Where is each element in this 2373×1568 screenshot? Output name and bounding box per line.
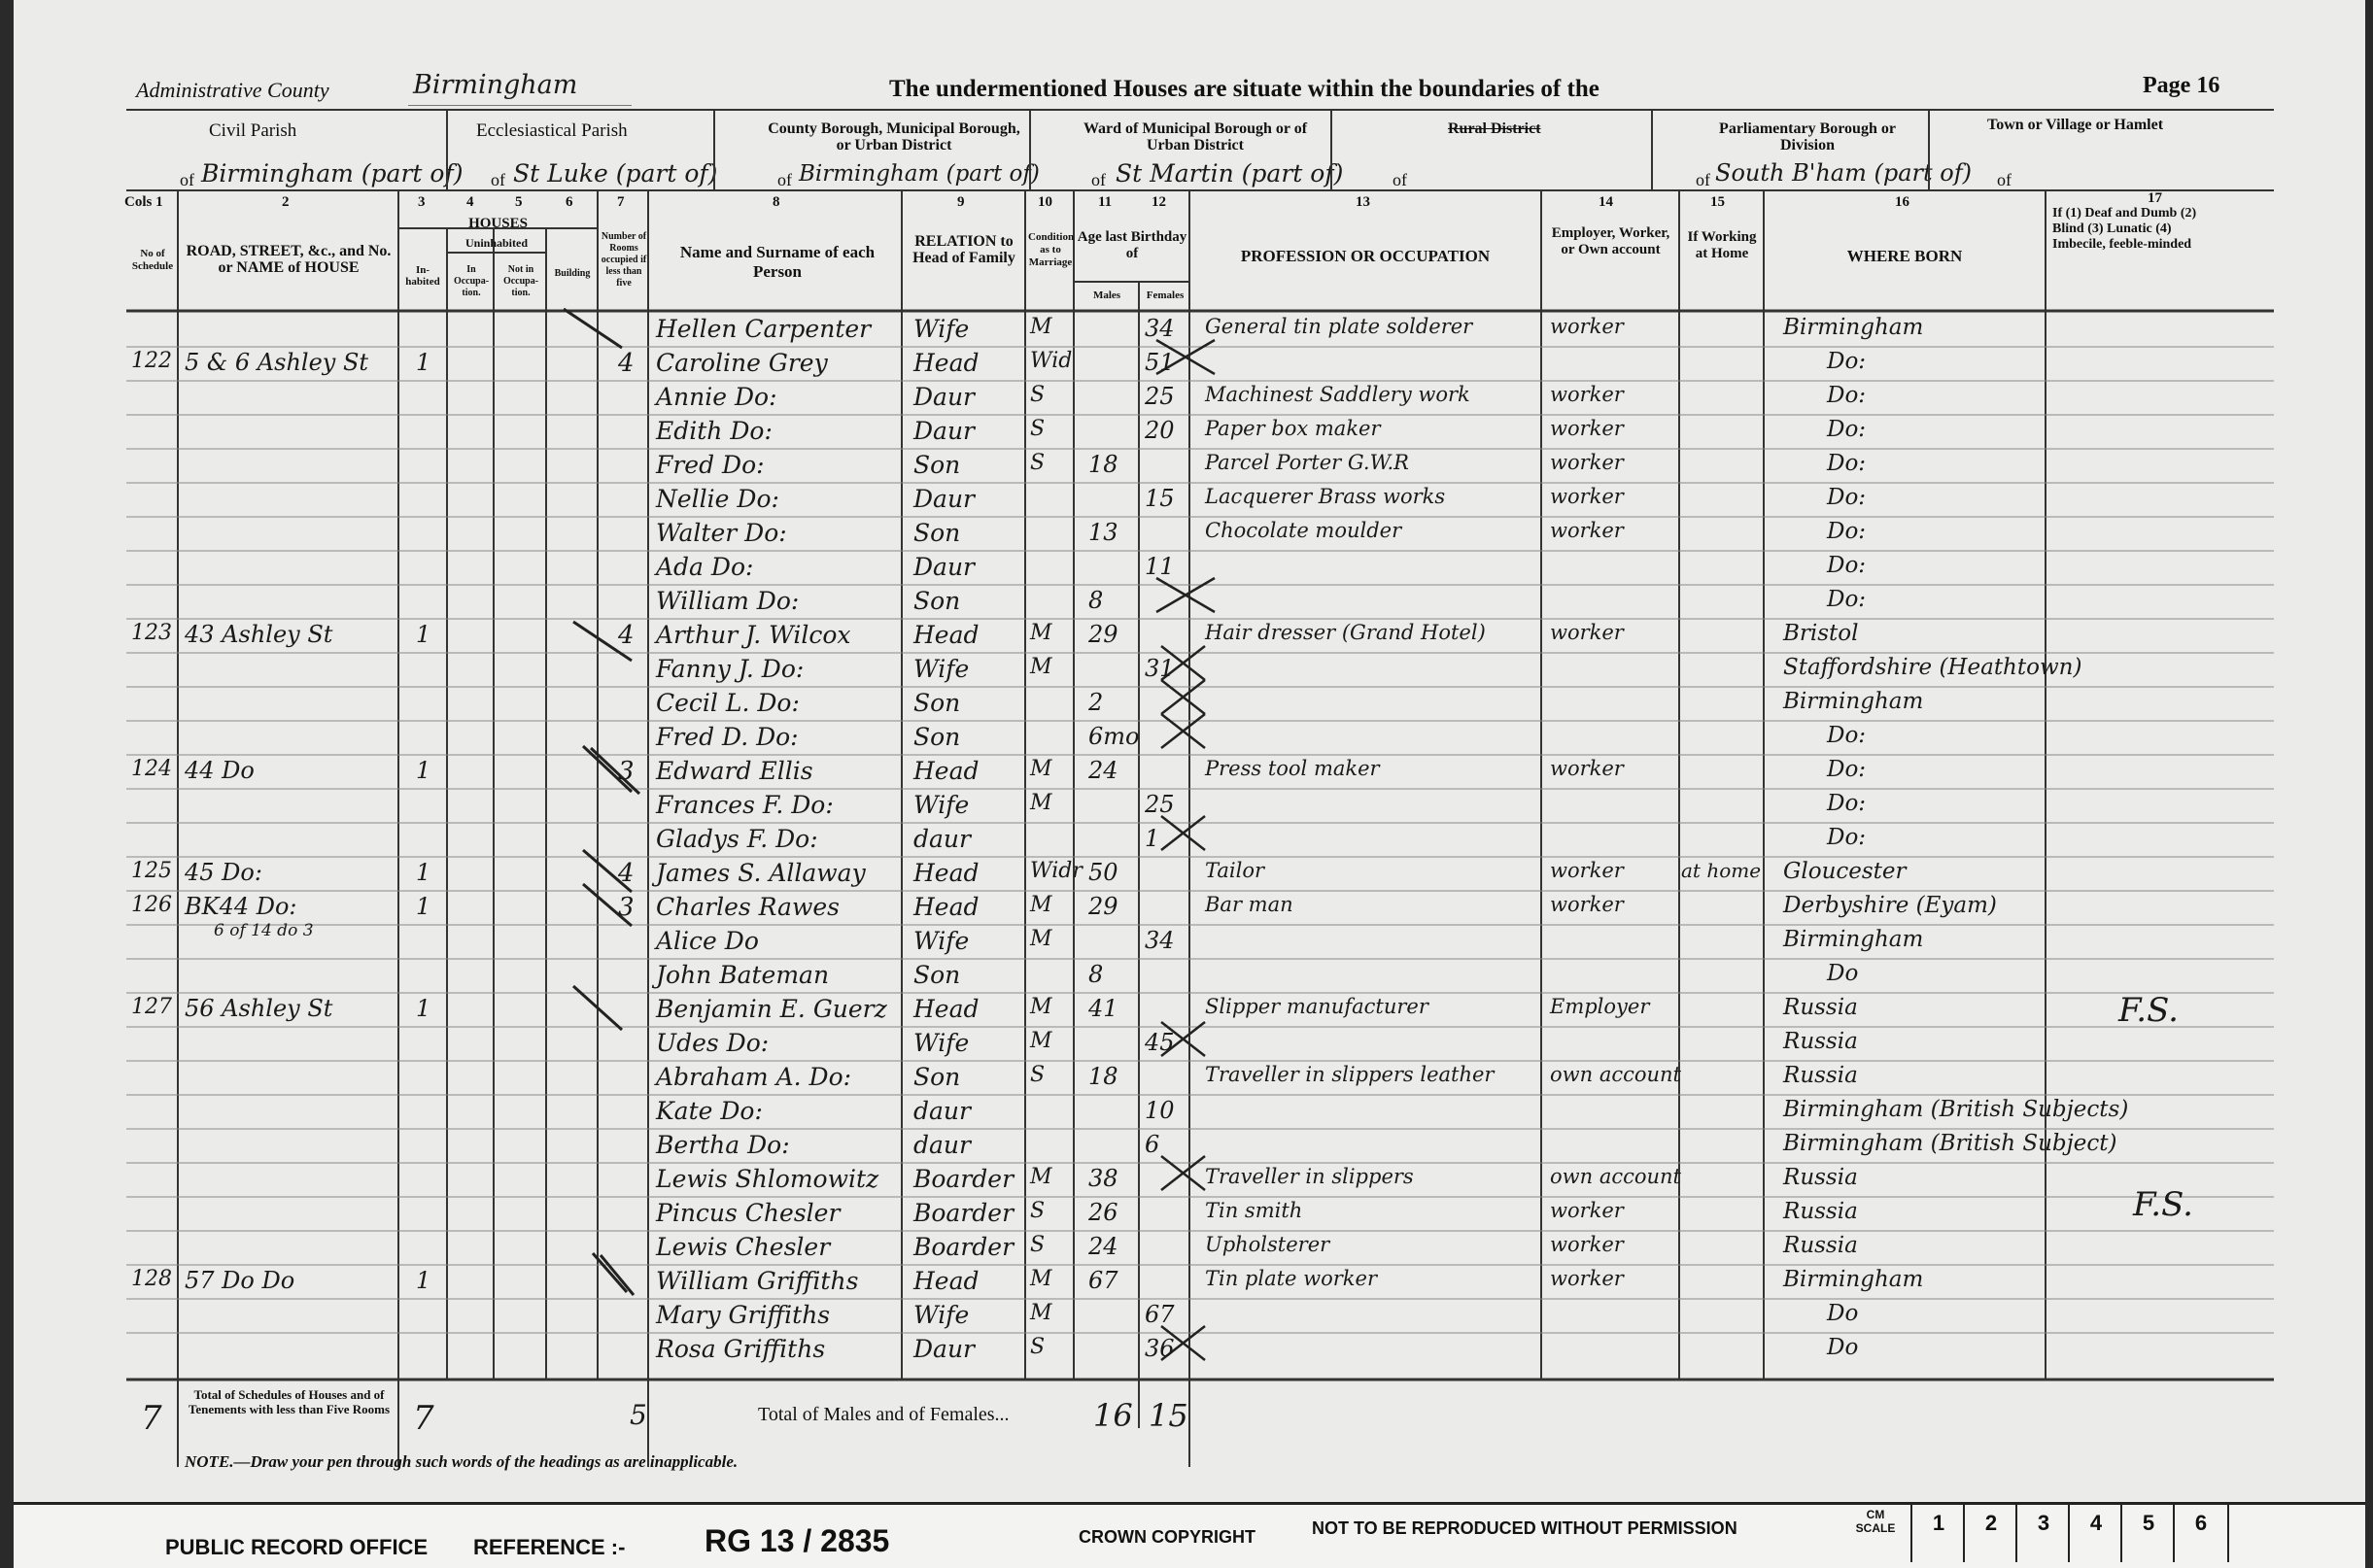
person-name: Benjamin E. Guerz [656,995,887,1023]
employment-status: worker [1550,621,1624,644]
total-inhabited: 7 [413,1399,434,1438]
birthplace: Do: [1827,451,1867,476]
county-borough-label: County Borough, Municipal Borough, or Urban District [768,120,1020,153]
inhabited-count: 1 [416,621,431,648]
marital-condition: S [1030,383,1046,407]
occupation: Traveller in slippers [1205,1165,1414,1188]
col-houses-heading: HOUSES [468,216,528,231]
of-label: of [1696,170,1710,189]
civil-parish-label: Civil Parish [209,120,297,141]
birthplace: Do: [1827,723,1867,748]
relation-to-head: Head [913,621,980,649]
person-name: Rosa Griffiths [656,1335,826,1363]
col-name-heading: Name and Surname of each Person [679,243,876,281]
employment-status: own account [1550,1165,1681,1188]
schedule-number: 125 [131,859,172,883]
total-males: 16 [1093,1397,1133,1434]
person-name: Alice Do [656,927,759,955]
totals-label: Total of Males and of Females... [758,1404,1010,1425]
relation-to-head: Son [913,587,961,615]
col-road-heading: ROAD, STREET, &c., and No. or NAME of HOUSE [186,243,392,276]
col-inhabited-heading: In-habited [405,264,440,288]
col-num-11: 11 [1098,194,1113,210]
marital-condition: M [1030,1301,1052,1325]
person-name: Gladys F. Do: [656,825,818,853]
rooms-count: 3 [618,757,635,786]
rooms-count: 4 [618,621,635,650]
birthplace: Do: [1827,825,1867,850]
col-num-7: 7 [617,194,625,210]
fs-annotation: F.S. [2133,1185,2193,1224]
occupation: Lacquerer Brass works [1205,485,1446,508]
occupation: Hair dresser (Grand Hotel) [1205,621,1486,644]
age-male: 24 [1088,1233,1118,1260]
occupation: Machinest Saddlery work [1205,383,1470,406]
relation-to-head: daur [913,825,971,853]
person-name: Pincus Chesler [656,1199,841,1227]
scale-box: 4 [2068,1504,2122,1562]
employment-status: own account [1550,1063,1681,1086]
employment-status: worker [1550,417,1624,440]
age-male: 29 [1088,621,1118,648]
rural-district-label: Rural District [1448,120,1541,137]
total-schedules: 7 [141,1399,162,1438]
marital-condition: M [1030,1165,1052,1189]
relation-to-head: Head [913,893,980,921]
occupation: Slipper manufacturer [1205,995,1428,1018]
employment-status: worker [1550,451,1624,474]
occupation: Press tool maker [1205,757,1380,780]
birthplace: Bristol [1783,621,1859,646]
col-infirmity-heading: If (1) Deaf and Dumb (2) Blind (3) Lunatic (4) Imbecile, feeble-minded [2052,206,2197,252]
marital-condition: S [1030,417,1046,441]
person-name: Caroline Grey [656,349,828,377]
col-num-3: 3 [418,194,426,210]
col-num-13: 13 [1356,194,1370,210]
birthplace: Do [1827,961,1859,986]
relation-to-head: Boarder [913,1199,1015,1227]
inhabited-count: 1 [416,859,431,886]
marital-condition: M [1030,791,1052,815]
age-male: 41 [1088,995,1118,1022]
marital-condition: M [1030,757,1052,781]
col-not-in-occupation-heading: Not in Occupa-tion. [502,264,539,298]
occupation: Tailor [1205,859,1265,882]
house-address: 6 of 14 do 3 [214,921,314,940]
house-address: 57 Do Do [185,1267,295,1294]
marital-condition: Widr [1030,859,1083,883]
reference-value: RG 13 / 2835 [705,1523,890,1558]
scale-box: 1 [1910,1504,1965,1562]
marital-condition: M [1030,1029,1052,1053]
birthplace: Birmingham [1783,1267,1924,1292]
birthplace: Birmingham [1783,689,1924,714]
relation-to-head: Daur [913,485,976,513]
employment-status: worker [1550,1233,1624,1256]
age-female: 34 [1145,927,1175,954]
birthplace: Birmingham (British Subjects) [1783,1097,2129,1122]
person-name: Mary Griffiths [656,1301,831,1329]
admin-county-label: Administrative County [136,78,329,102]
person-name: Frances F. Do: [656,791,834,819]
house-address: 43 Ashley St [185,621,333,648]
totals-schedules-label: Total of Schedules of Houses and of Tenements with less than Five Rooms [188,1387,391,1416]
age-male: 8 [1088,587,1104,614]
birthplace: Do: [1827,757,1867,782]
relation-to-head: Head [913,349,980,377]
person-name: Ada Do: [656,553,754,581]
col-in-occupation-heading: In Occupa-tion. [453,264,490,298]
person-name: Edith Do: [656,417,773,445]
total-rooms: 5 [630,1399,647,1431]
of-label: of [1393,170,1407,189]
schedule-number: 124 [131,757,172,781]
col-num-6: 6 [566,194,573,210]
age-male: 18 [1088,451,1118,478]
col-schedule-heading: No of Schedule [131,248,174,272]
relation-to-head: Wife [913,1029,970,1057]
col-num-17: 17 [2148,190,2162,206]
marital-condition: S [1030,1233,1046,1257]
birthplace: Russia [1783,1165,1858,1190]
person-name: William Do: [656,587,800,615]
age-male: 2 [1088,689,1104,716]
age-female: 20 [1145,417,1175,444]
rooms-count: 4 [618,349,635,378]
of-label: of [777,170,792,189]
occupation: Chocolate moulder [1205,519,1402,542]
birthplace: Russia [1783,1029,1858,1054]
age-male: 38 [1088,1165,1118,1192]
age-female: 36 [1145,1335,1175,1362]
person-name: Hellen Carpenter [656,315,872,343]
occupation: Tin smith [1205,1199,1303,1222]
cm-scale-label: CM SCALE [1855,1508,1896,1535]
birthplace: Russia [1783,1063,1858,1088]
col-occupation-heading: PROFESSION OR OCCUPATION [1240,247,1491,265]
of-label: of [1997,170,2012,189]
col-working-home-heading: If Working at Home [1687,229,1757,261]
employment-status: worker [1550,757,1624,780]
of-label: of [180,170,194,189]
person-name: James S. Allaway [656,859,866,887]
county-borough-value: Birmingham (part of) [799,161,1040,187]
marital-condition: M [1030,655,1052,679]
age-female: 31 [1145,655,1175,682]
col-num-12: 12 [1152,194,1166,210]
age-female: 25 [1145,383,1175,410]
house-address: BK44 Do: [185,893,297,920]
col-num-10: 10 [1038,194,1052,210]
birthplace: Do: [1827,791,1867,816]
relation-to-head: Son [913,519,961,547]
relation-to-head: Head [913,1267,980,1295]
occupation: General tin plate solderer [1205,315,1473,338]
inhabited-count: 1 [416,893,431,920]
inhabited-count: 1 [416,757,431,784]
relation-to-head: Head [913,757,980,785]
age-male: 13 [1088,519,1118,546]
age-female: 15 [1145,485,1175,512]
employment-status: worker [1550,1267,1624,1290]
person-name: Fred D. Do: [656,723,799,751]
reference-label: REFERENCE :- [473,1535,626,1559]
col-num-9: 9 [957,194,965,210]
col-females-heading: Females [1146,290,1185,301]
inhabited-count: 1 [416,1267,431,1294]
occupation: Tin plate worker [1205,1267,1377,1290]
relation-to-head: Son [913,451,961,479]
marital-condition: S [1030,1063,1046,1087]
col-relation-heading: RELATION to Head of Family [912,233,1015,266]
marital-condition: M [1030,893,1052,917]
age-female: 51 [1145,349,1175,376]
employment-status: worker [1550,485,1624,508]
person-name: Nellie Do: [656,485,779,513]
col-condition-heading: Condition as to Marriage [1028,231,1075,268]
schedule-number: 122 [131,349,172,373]
person-name: Abraham A. Do: [656,1063,852,1091]
schedule-number: 127 [131,995,172,1019]
marital-condition: Wid [1030,349,1073,373]
person-name: Lewis Shlomowitz [656,1165,879,1193]
birthplace: Birmingham [1783,315,1924,340]
person-name: Kate Do: [656,1097,763,1125]
age-male: 18 [1088,1063,1118,1090]
col-building-heading: Building [554,268,591,279]
age-male: 8 [1088,961,1104,988]
ward-label: Ward of Municipal Borough or of Urban District [1083,120,1308,153]
birthplace: Russia [1783,995,1858,1020]
eccl-parish-value: St Luke (part of) [513,159,718,187]
birthplace: Birmingham (British Subject) [1783,1131,2117,1156]
age-female: 6 [1145,1131,1160,1158]
person-name: Udes Do: [656,1029,770,1057]
relation-to-head: Head [913,859,980,887]
col-num-2: 2 [282,194,290,210]
col-num-15: 15 [1710,194,1725,210]
birthplace: Do: [1827,587,1867,612]
scale-box: 5 [2120,1504,2175,1562]
col-males-heading: Males [1092,290,1121,301]
relation-to-head: Daur [913,417,976,445]
person-name: William Griffiths [656,1267,859,1295]
copyright-label: CROWN COPYRIGHT [1079,1527,1255,1547]
col-num-16: 16 [1895,194,1909,210]
person-name: Fanny J. Do: [656,655,805,683]
birthplace: Derbyshire (Eyam) [1783,893,1997,918]
person-name: Bertha Do: [656,1131,790,1159]
page-number: Page 16 [2143,73,2220,98]
relation-to-head: Daur [913,1335,976,1363]
birthplace: Russia [1783,1199,1858,1224]
person-name: Walter Do: [656,519,787,547]
relation-to-head: Wife [913,315,970,343]
total-females: 15 [1149,1397,1188,1434]
relation-to-head: daur [913,1097,971,1125]
age-male: 26 [1088,1199,1118,1226]
employment-status: worker [1550,1199,1624,1222]
col-employer-heading: Employer, Worker, or Own account [1551,225,1670,257]
parliamentary-value: South B'ham (part of) [1715,159,1972,187]
marital-condition: S [1030,1335,1046,1359]
age-female: 34 [1145,315,1175,342]
house-address: 5 & 6 Ashley St [185,349,369,376]
col-age-heading: Age last Birthday of [1077,229,1187,261]
col-num-5: 5 [515,194,523,210]
marital-condition: M [1030,315,1052,339]
marital-condition: M [1030,927,1052,951]
col-rooms-heading: Number of Rooms occupied if less than five [601,231,647,289]
age-male: 29 [1088,893,1118,920]
birthplace: Do: [1827,553,1867,578]
admin-county-value: Birmingham [413,70,578,100]
house-address: 56 Ashley St [185,995,333,1022]
relation-to-head: Son [913,723,961,751]
office-label: PUBLIC RECORD OFFICE [165,1535,429,1559]
inhabited-count: 1 [416,995,431,1022]
occupation: Bar man [1205,893,1293,916]
birthplace: Do [1827,1335,1859,1360]
age-female: 25 [1145,791,1175,818]
relation-to-head: Wife [913,1301,970,1329]
relation-to-head: Son [913,961,961,989]
fs-annotation: F.S. [2118,991,2179,1030]
occupation: Parcel Porter G.W.R [1205,451,1409,474]
relation-to-head: Wife [913,927,970,955]
parliamentary-label: Parliamentary Borough or Division [1719,120,1896,153]
relation-to-head: Son [913,689,961,717]
person-name: Arthur J. Wilcox [656,621,851,649]
employment-status: worker [1550,893,1624,916]
person-name: Annie Do: [656,383,777,411]
scale-box: 3 [2015,1504,2070,1562]
birthplace: Staffordshire (Heathtown) [1783,655,2082,680]
birthplace: Birmingham [1783,927,1924,952]
relation-to-head: Wife [913,791,970,819]
house-address: 45 Do: [185,859,262,886]
age-male: 67 [1088,1267,1118,1294]
page-title: The undermentioned Houses are situate within the boundaries of the [889,76,1599,102]
relation-to-head: Daur [913,553,976,581]
relation-to-head: Head [913,995,980,1023]
rooms-count: 4 [618,859,635,888]
house-address: 44 Do [185,757,255,784]
eccl-parish-label: Ecclesiastical Parish [476,120,628,141]
relation-to-head: daur [913,1131,971,1159]
col-uninhabited-heading: Uninhabited [464,236,529,250]
age-male: 50 [1088,859,1118,886]
employment-status: worker [1550,859,1624,882]
marital-condition: M [1030,621,1052,645]
age-female: 10 [1145,1097,1175,1124]
birthplace: Do: [1827,519,1867,544]
birthplace: Do: [1827,349,1867,374]
birthplace: Do: [1827,485,1867,510]
marital-condition: M [1030,995,1052,1019]
birthplace: Do: [1827,383,1867,408]
occupation: Paper box maker [1205,417,1381,440]
birthplace: Do [1827,1301,1859,1326]
schedule-number: 128 [131,1267,172,1291]
relation-to-head: Wife [913,655,970,683]
age-female: 11 [1145,553,1175,580]
col-num-1: Cols 1 [124,194,163,210]
age-male: 6mo [1088,723,1140,750]
schedule-number: 126 [131,893,172,917]
schedule-number: 123 [131,621,172,645]
rooms-count: 3 [618,893,635,922]
age-female: 67 [1145,1301,1175,1328]
marital-condition: S [1030,1199,1046,1223]
relation-to-head: Boarder [913,1233,1015,1261]
age-female: 45 [1145,1029,1175,1056]
employment-status: worker [1550,519,1624,542]
occupation: Upholsterer [1205,1233,1330,1256]
relation-to-head: Boarder [913,1165,1015,1193]
col-num-14: 14 [1599,194,1613,210]
person-name: Charles Rawes [656,893,840,921]
person-name: Lewis Chesler [656,1233,831,1261]
marital-condition: S [1030,451,1046,475]
person-name: Edward Ellis [656,757,813,785]
person-name: John Bateman [656,961,830,989]
scale-box: 6 [2173,1504,2229,1562]
town-label: Town or Village or Hamlet [1987,117,2164,133]
age-male: 24 [1088,757,1118,784]
relation-to-head: Daur [913,383,976,411]
relation-to-head: Son [913,1063,961,1091]
working-at-home: at home [1681,859,1762,882]
employment-status: Employer [1550,995,1650,1018]
birthplace: Russia [1783,1233,1858,1258]
col-num-4: 4 [466,194,474,210]
person-name: Cecil L. Do: [656,689,800,717]
permission-warning: NOT TO BE REPRODUCED WITHOUT PERMISSION [1312,1518,1737,1538]
ward-value: St Martin (part of) [1116,159,1344,187]
marital-condition: M [1030,1267,1052,1291]
of-label: of [491,170,505,189]
birthplace: Do: [1827,417,1867,442]
of-label: of [1091,170,1106,189]
employment-status: worker [1550,315,1624,338]
age-female: 1 [1145,825,1160,852]
col-where-born-heading: WHERE BORN [1846,247,1963,265]
col-num-8: 8 [773,194,780,210]
birthplace: Gloucester [1783,859,1907,884]
civil-parish-value: Birmingham (part of) [201,159,464,187]
person-name: Fred Do: [656,451,765,479]
inhabited-count: 1 [416,349,431,376]
scale-box: 2 [1963,1504,2017,1562]
employment-status: worker [1550,383,1624,406]
footnote: NOTE.—Draw your pen through such words of the headings as are inapplicable. [185,1452,739,1471]
occupation: Traveller in slippers leather [1205,1063,1495,1086]
